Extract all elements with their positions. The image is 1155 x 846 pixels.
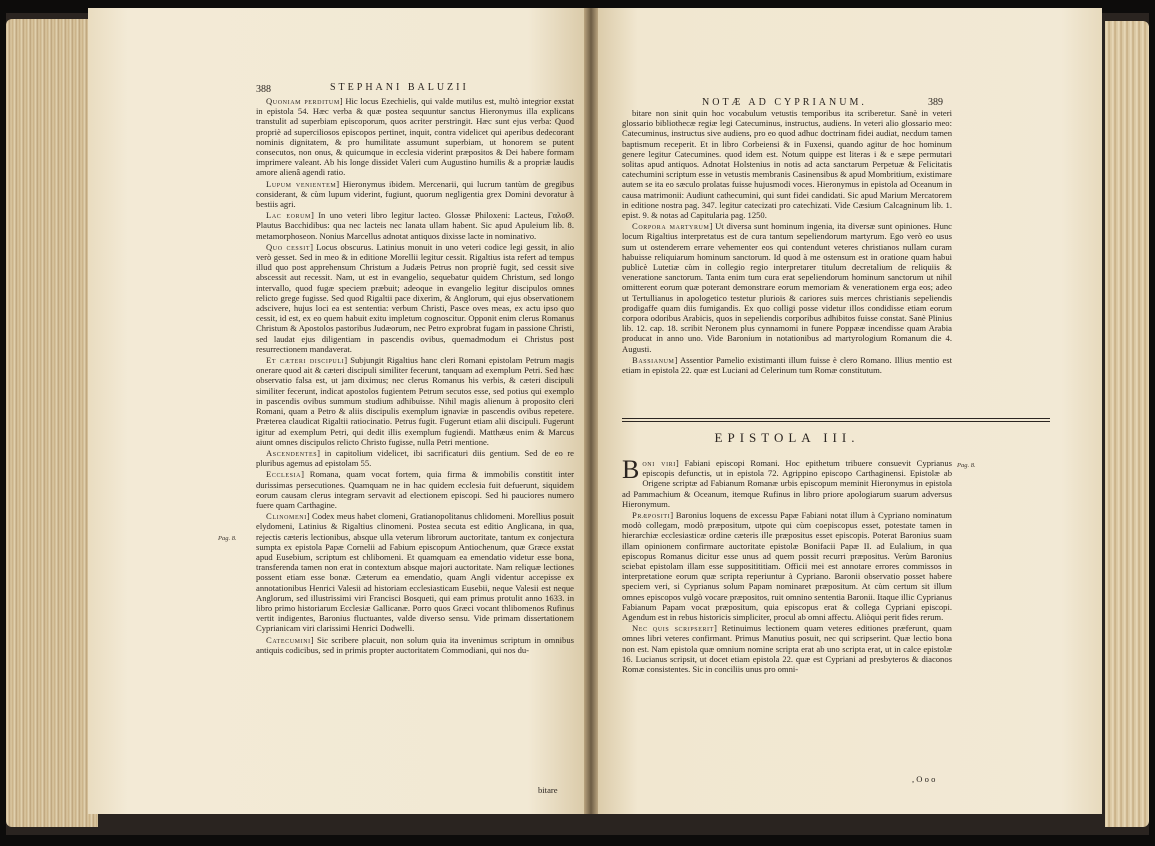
note-paragraph bbox=[622, 221, 952, 354]
note-text: ] Codex meus habet clomeni, Gratianopolitanus chlidomeni. Morellius posuit elydomeni, Latinius & Rigaltius clinomeni. Postea secuta est editio Anglicana, in qua, rejectis cæteris lectionibus, absque ulla veterum librorum auctoritate, tantum ex conjectura sumpta ex epistola Papæ Cornelii ad Fabium episcopum Antiochenum, quæ Græce exstat apud Eusebium, scriptum est chlibomeni. Et quamquam ea emendatio videtur esse bona, transferenda tamen non erat in contextum absque majori auctoritate. Nam reliquæ lectiones possent etiam esse bonæ. Cæterum ea emendatio, quam Angli videntur accepisse ex annotationibus Henrici Valesii ad historiam ecclesiasticam Eusebii, neque Valesii est neque Anglorum, sed illustrissimi viri Francisci Bosqueti, qui eam primus protulit anno 1633. in libro primo historiarum Ecclesiæ Gallicanæ. Porro quos Græci vocant thlibomenos Rufinus vertit indigentes, Baronius fluctuantes, valde diverso sensu. Vide primam dissertationem Cyprianicam viri clarissimi Henrici Dodwelli. bbox=[256, 511, 574, 634]
note-text: ] Assentior Pamelio existimanti illum fuisse è clero Romano. Illius mentio est etiam in epistola 22. quæ est Luciani ad Celerinum tum Romæ constitutum. bbox=[622, 354, 952, 376]
note-paragraph bbox=[256, 511, 574, 633]
note-lemma: Ecclesia bbox=[266, 469, 302, 480]
right-page-edges bbox=[1105, 21, 1149, 827]
note-lemma: Quo cessit bbox=[266, 241, 311, 252]
section-rule-top bbox=[622, 418, 1050, 419]
left-running-head: STEPHANI BALUZII bbox=[330, 82, 469, 93]
note-lemma: Catecumini bbox=[266, 634, 311, 645]
note-text: ] Subjungit Rigaltius hanc cleri Romani epistolam Petrum magis onerare quod ait & cæteri discipuli similiter fecerunt, tanquam ad exemplum Petri. Sed hæc observatio falsa est, ut jam diximus; nec clerus Romanus his verbis, & cæteri discipuli similiter fecerunt, indicat apostolos fugientem Petrum secutos esse, sed potius qui exemplo in pascendis ovibus summum studium adhibuisse. Nihil magis alienum à proposito cleri Romani, quam a Petro & aliis discipulis exemplum ignaviæ in pascendis ovibus repetere. Præterea claudicat Rigaltii ratiocinatio. Petrus fugit. Fugerunt etiam alii discipuli. Fugerunt igitur ad exemplum Petri, qui dedit illis exemplum fugiendi. Matthæus enim & Marcus aiunt omnes discipulos relicto Christo fugisse, nulla Petri mentione. bbox=[256, 355, 574, 447]
note-text: ] Baronius loquens de excessu Papæ Fabiani notat illum à Cypriano nominatum modò collegam, modò præpositum, utpote qui cùm coepiscopus esset, potestate tamen in hierarchiæ ecclesiasticæ ordine cæteris ille præpositus esset episcopis. Poterat Baronius suam illam opinionem confirmare auctoritate epistolæ Bonifacii Papæ II. ad Eulalium, in qua episcopus Romanus dicitur esse unus ad quem possit recurri præpositus. Verùm Baronius sciebat epistolam illam esse suppositititiam. Officii mei est annotare errores commissos in interpretatione eorum quæ scripta reperiuntur à Cypriano. Baronii observatio posset habere speciem veri, si Cyprianus solum Papam nominaret præpositum. At cùm certum sit illum omnes episcopos vulgò vocare præpositos, ruit omnino sententia Baronii. Itaque illic Cyprianus Fabianum Papam vocat præpositum, quia episcopus erat & collega Cypriani episcopi. Agendum est in rebus historicis simpliciter, procul ab omni affectu. Aliòqui perit fides rerum. bbox=[622, 510, 952, 623]
right-running-head: NOTÆ AD CYPRIANUM. bbox=[702, 97, 867, 108]
note-paragraph bbox=[622, 510, 952, 622]
note-text: ] Ut diversa sunt hominum ingenia, ita diversæ sunt opiniones. Hunc locum Rigaltius interpretatus est de cura tantum sepeliendorum martyrum. Ego verò eo usus sum ut ostenderem errare vehementer eos qui contendunt veteres christianos nullam curam habuisse reliquiarum hominum sanctorum. Id quod à me ostensum est in oratione quam habui publicè Lutetiæ cùm in collegio regio interpretarer titulum decretalium de reliquiis & veneratione sanctorum. Tanta enim tum cura erat sepeliendorum hominum sanctorum ut nihil omitterent eorum quæ poterant demonstrare eorum memoriam & venerationem erga eos; adeo ut Tertullianus in apologetico testetur pluriois & cariores suis merces christianis sepeliendis prodigaffe quam diis fumigandis. Ex quo colligi posse videtur illos condidisse etiam eorum corpora odoribus Arabicis, quos in sepeliendis corporibus adhibitos fuisse constat. Sanè Plinius lib. 12. cap. 18. scribit Neronem plus cynnamomi in funere Poppææ incendisse quam Arabia producat in anno uno. Vide Baronium in notationibus ad martyrologium Romanum die 4. Augusti. bbox=[622, 221, 952, 354]
note-paragraph bbox=[256, 355, 574, 447]
note-paragraph bbox=[256, 242, 574, 354]
note-paragraph bbox=[256, 210, 574, 241]
note-paragraph bbox=[622, 455, 952, 509]
drop-cap: B bbox=[622, 455, 640, 484]
note-lemma: Quoniam perditum bbox=[266, 96, 340, 106]
section-rule-top-thin bbox=[622, 421, 1050, 422]
note-paragraph bbox=[256, 635, 574, 655]
left-page-body bbox=[256, 96, 574, 656]
note-lemma: Lac eorum bbox=[266, 210, 311, 221]
note-lemma: Lupum venientem bbox=[266, 178, 337, 189]
right-page-notes bbox=[622, 108, 952, 376]
note-lemma: Bassianum bbox=[632, 354, 675, 365]
right-signature: , O o o bbox=[912, 774, 936, 784]
epistola-body bbox=[622, 455, 952, 675]
note-lemma: Nec quis scripserit bbox=[632, 623, 714, 634]
note-lemma: Præpositi bbox=[632, 510, 671, 521]
note-paragraph bbox=[622, 355, 952, 375]
note-text: ] Locus obscurus. Latinius monuit in uno veteri codice legi gessit, in alio verò gesset. Sed in meo & in editione Morellii legitur cessit. Rigaltius ista refert ad tempus illud quo post apprehensum Christum a Judæis Petrus non propriè fugit, sed cessit sive abscessit aut recessit. Nam, ut est in evangelio, sequebatur quidem Christum, sed longo intervallo, quod fugæ speciem præbuit; adeoque in evangelio legitur discipulos omnes relicto grege fugisse. Sed quod Rigaltii pace dixerim, & Anglorum, qui ejus observationem adscivere, hujus loci ea est sententia: verbum Christi, Pasce oves meas, ex actu ipso quo cessit, id est, ex eo quem habuit exitu impletum cognoscitur. Opponit enim clerus Romanus Christum & Apostolos pastoribus Judæorum, nec Petro exprobrat fugam in passione Christi, sed laudat ejus diligentiam in pascendis ovibus, quemadmodum ei Christus post resurrectionem mandaverat. bbox=[256, 241, 574, 354]
left-catchword: bitare bbox=[538, 785, 558, 795]
left-margin-note: Pag. 8. bbox=[218, 535, 237, 542]
note-text: ] In uno veteri libro legitur lacteo. Glossæ Philoxeni: Lacteus, ГαλοØ. Plautus Bacchidibus: qua nec lacteis nec lanata ullam habent. Sic apud Apuleium lib. 8. metamorphoseon. Nonius Marcellus adnotat antiquos dixisse lacte in nominativo. bbox=[256, 210, 574, 241]
note-paragraph bbox=[256, 96, 574, 178]
note-paragraph bbox=[622, 108, 952, 220]
note-text: ] Hic locus Ezechielis, qui valde mutilus est, multò integrior exstat in epistola 54. Hæc verba & quæ postea sequuntur sanctus Hieronymus illa explicans transtulit ad superbiam episcoporum, quos acriter perstringit. Hæc sunt ejus verba: Quod propriè ad superciliosos episcopos pertinet, inquit, contra videlicet qui aperibus dedecorant nominis dignitatem, & pro humilitate assumunt superbiam, ut honorem se putent consecutos, non onus, & quicumque in ecclesia viderint præpositos & Dei habere formam imprimere valeant. Ab his longe dissidet Valeri cum Augustino humilis & a propriæ laudis amore alienâ agendi ratio. bbox=[256, 96, 574, 178]
note-paragraph bbox=[256, 469, 574, 510]
note-lemma: Et cæteri discipuli bbox=[266, 355, 345, 366]
note-lemma: Ascendentes bbox=[266, 447, 318, 458]
epistola-title: EPISTOLA III. bbox=[714, 430, 860, 445]
note-lemma: Corpora martyrum bbox=[632, 221, 710, 232]
note-lemma: oni viri bbox=[642, 458, 676, 468]
book-gutter bbox=[584, 8, 598, 814]
note-text: ] in capitolium videlicet, ibi sacrificaturi diis gentium. Sed de eo re pluribus agemus ad epistolam 55. bbox=[256, 447, 574, 469]
note-text: ] Fabiani episcopi Romani. Hoc epithetum tribuere consuevit Cyprianus episcopis defunctis, ut in epistola 72. Agrippino episcopo Carthaginensi. Epistolæ ab Origene scriptæ ad Fabianum Romanæ urbis episcopum meminit Hieronymus in epistola ad Pammachium & Oceanum, itemque Rufinus in libro priore apologiarum suarum adversus Hieronymum. bbox=[622, 458, 952, 509]
note-text: ] Retinuimus lectionem quam veteres editiones præferunt, quam omnes libri veteres confirmant. Primus Manutius posuit, nec qui scripserint. Quæ lectio bona non est. Nam epistola quæ omnium nomine scripta erat ab uno scripta erat, ut in calce epistolæ 16. Lucianus scripsit, ut docet etiam epistola 22. quæ est Cypriani ad presbyteros & diaconos Romæ consistentes. Sic in conciliis unus pro omni- bbox=[622, 623, 952, 675]
note-paragraph bbox=[256, 448, 574, 468]
note-paragraph bbox=[256, 179, 574, 210]
right-margin-note: Pag. 8. bbox=[957, 462, 976, 469]
note-paragraph bbox=[622, 623, 952, 674]
note-text: ] Romana, quam vocat fortem, quia firma & immobilis constitit inter durissimas persecutiones. Quamquam ne in hac quidem ecclesia fuit defuerunt, siquidem eorum causam clerus integram servavit ad electionem episcopi. Sed hi pauciores numero fuere quam Carthagine. bbox=[256, 469, 574, 510]
note-text: ] Sic scribere placuit, non solum quia ita invenimus scriptum in omnibus antiquis codicibus, sed in primis propter auctoritatem Commodiani, qui nos du- bbox=[256, 634, 574, 655]
note-text: ] Hieronymus ibidem. Mercenarii, qui lucrum tantùm de gregibus considerant, & cùm lupum viderint, fugiunt, quorum negligentia grex Domini devoratur à bestiis agri. bbox=[256, 178, 574, 210]
note-lemma: Clinomeni bbox=[266, 511, 307, 522]
left-page-number: 388 bbox=[256, 84, 271, 95]
left-page-edges bbox=[6, 19, 98, 827]
note-text: bitare non sinit quin hoc vocabulum vetustis temporibus ita scriberetur. Sanè in veteri glossario bibliothecæ regiæ legi Catecuminus, instructus, audiens. In veteri alio glossario meo: Catecuminus, instructus sive audiens, pro eo quod adhuc doctrinam fidei audiat, necdum tamen baptismum receperit. Et in libro Corbeiensi & in Fuxensi, quando agitur de hoc hominum genere legitur Catecumines. quod idem est. Notum quippe est literas i & e sæpe permutari solitas apud antiquos. Adnotat Holstenius in notis ad acta sanctarum Perpetuæ & Felicitatis catechumini scriptum esse in vetustis membranis Casinensibus & apud Mombritium, existimare autem se ita eo sæculo prolatas fuisse hujusmodi voces. Hieronymus in epistola ad Oceanum in causa matrimonii: Audiunt cathecumini, qui sunt fidei candidati. Sic apud Marium Mercatorem in editione nostra pag. 347. legitur catecizati pro catechizati. Vide Cæsium Calcagninum lib. 1. epist. 9. & notas ad Capitularia pag. 1250. bbox=[622, 108, 952, 221]
right-page-number: 389 bbox=[928, 97, 943, 108]
